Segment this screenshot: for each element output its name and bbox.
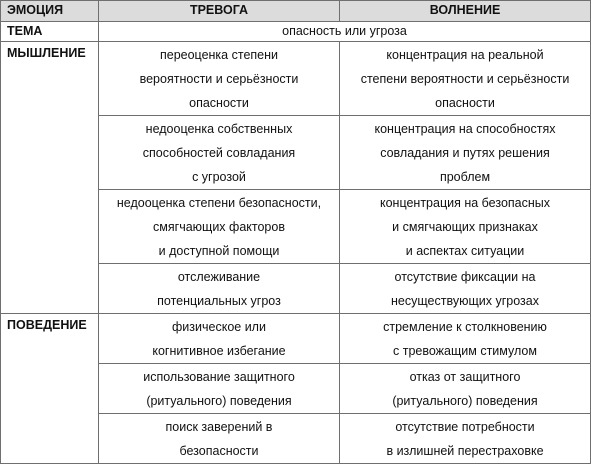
cell-line: использование защитного	[143, 370, 295, 384]
anxiety-cell	[99, 116, 340, 190]
cell-line: отказ от защитного	[409, 370, 521, 384]
cell-line: физическое или	[172, 320, 266, 334]
header-row	[1, 1, 591, 22]
header-emotion: ЭМОЦИЯ	[1, 1, 99, 22]
anxiety-cell	[99, 42, 340, 116]
cell-line: концентрация на безопасных	[379, 196, 551, 210]
cell-line: концентрация на способностях	[374, 122, 556, 136]
cell-line: несуществующих угрозах	[391, 294, 539, 308]
cell-line: (ритуального) поведения	[392, 394, 538, 408]
cell-line: переоценка степени	[159, 48, 278, 62]
cell-line: поиск заверений в	[165, 420, 273, 434]
cell-line: способностей совладания	[142, 146, 296, 160]
worry-cell	[340, 264, 591, 314]
cell-line: смягчающих факторов	[153, 220, 285, 234]
anxiety-cell	[99, 314, 340, 364]
anxiety-cell	[99, 264, 340, 314]
cell-line: недооценка собственных	[145, 122, 293, 136]
cell-line: степени вероятности и серьёзности	[360, 72, 570, 86]
worry-cell	[340, 42, 591, 116]
cell-line: (ритуального) поведения	[146, 394, 292, 408]
section-label-behavior: ПОВЕДЕНИЕ	[1, 314, 99, 464]
header-worry: ВОЛНЕНИЕ	[340, 1, 591, 22]
header-anxiety: ТРЕВОГА	[99, 1, 340, 22]
cell-line: отслеживание	[177, 270, 261, 284]
cell-line: отсутствие потребности	[395, 420, 535, 434]
cell-line: с угрозой	[192, 170, 246, 184]
anxiety-cell	[99, 364, 340, 414]
theme-row	[1, 22, 591, 42]
cell-line: с тревожащим стимулом	[393, 344, 537, 358]
cell-line: и аспектах ситуации	[405, 244, 525, 258]
worry-cell	[340, 116, 591, 190]
cell-line: опасности	[189, 96, 249, 110]
theme-label: ТЕМА	[1, 22, 99, 42]
table-row	[1, 42, 591, 116]
cell-line: потенциальных угроз	[157, 294, 281, 308]
cell-line: проблем	[439, 170, 491, 184]
cell-line: вероятности и серьёзности	[139, 72, 299, 86]
anxiety-cell	[99, 190, 340, 264]
cell-line: стремление к столкновению	[383, 320, 547, 334]
worry-cell	[340, 190, 591, 264]
cell-line: недооценка степени безопасности,	[116, 196, 322, 210]
cell-line: безопасности	[179, 444, 259, 458]
worry-cell	[340, 314, 591, 364]
worry-cell	[340, 414, 591, 464]
cell-line: и смягчающих признаках	[392, 220, 538, 234]
cell-line: опасности	[435, 96, 495, 110]
theme-value: опасность или угроза	[99, 22, 591, 42]
worry-cell	[340, 364, 591, 414]
cell-line: концентрация на реальной	[386, 48, 544, 62]
anxiety-cell	[99, 414, 340, 464]
section-label-thinking: МЫШЛЕНИЕ	[1, 42, 99, 314]
table-row	[1, 314, 591, 364]
cell-line: совладания и путях решения	[380, 146, 550, 160]
cell-line: в излишней перестраховке	[386, 444, 544, 458]
cell-line: отсутствие фиксации на	[394, 270, 536, 284]
cell-line: и доступной помощи	[158, 244, 280, 258]
cell-line: когнитивное избегание	[152, 344, 286, 358]
